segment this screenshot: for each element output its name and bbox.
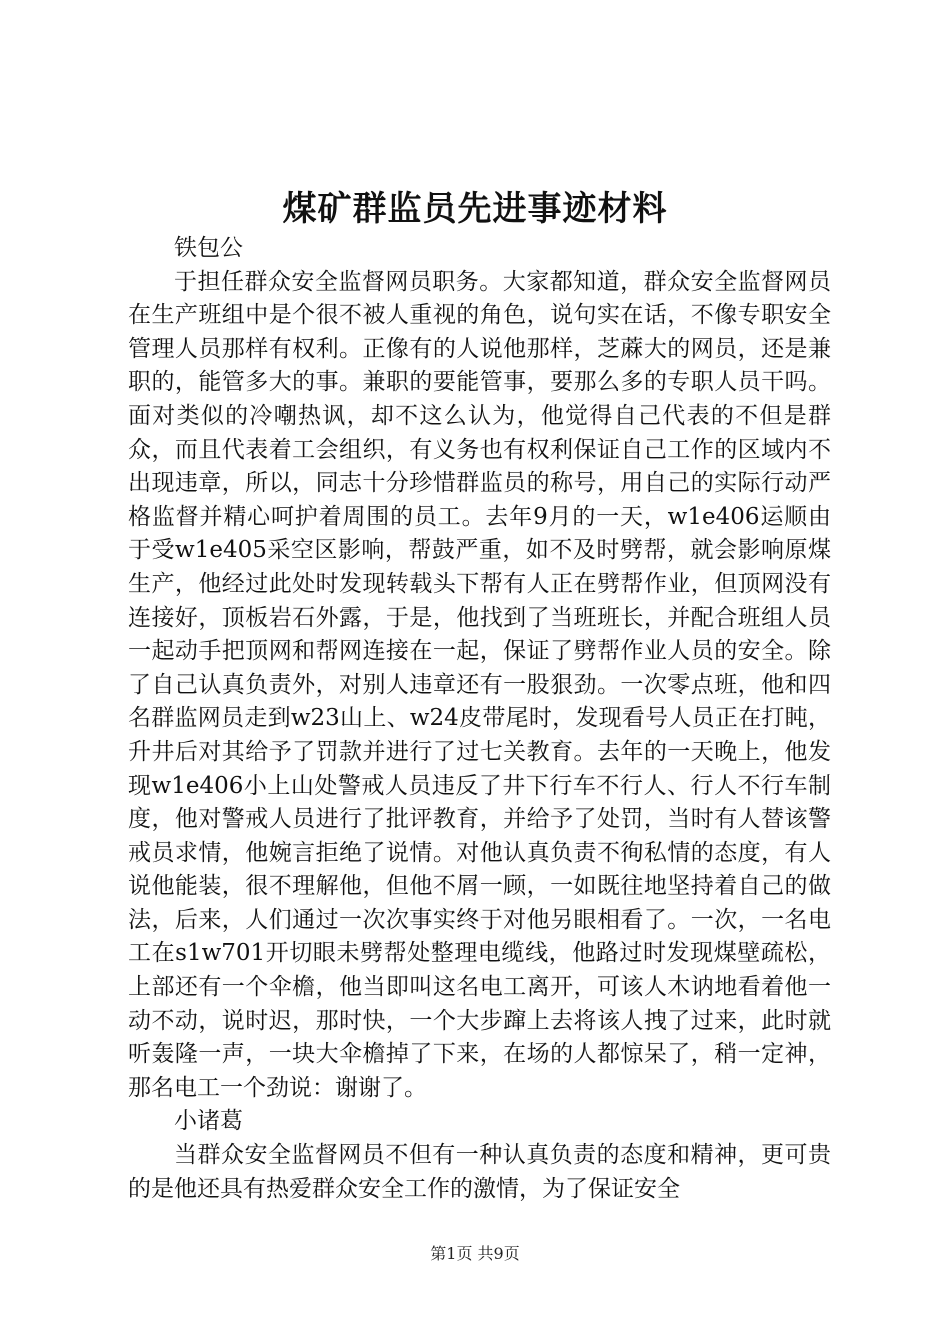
body-paragraph: 于担任群众安全监督网员职务。大家都知道，群众安全监督网员在生产班组中是个很不被人重视的角色，说句实在话，不像专职安全管理人员那样有权利。正像有的人说他那样，芝蔴大的网员，还是兼职的，能管多大的事。兼职的要能管事，要那么多的专职人员干吗。面对类似的冷嘲热讽，却不这么认为，他觉得自己代表的不但是群众，而且代表着工会组织，有义务也有权利保证自己工作的区域内不出现违章，所以，同志十分珍惜群监员的称号，用自己的实际行动严格监督并精心呵护着周围的员工。去年9月的一天，w1e406运顺由于受w1e405采空区影响，帮鼓严重，如不及时劈帮，就会影响原煤生产，他经过此处时发现转载头下帮有人正在劈帮作业，但顶网没有连接好，顶板岩石外露，于是，他找到了当班班长，并配合班组人员一起动手把顶网和帮网连接在一起，保证了劈帮作业人员的安全。除了自己认真负责外，对别人违章还有一股狠劲。一次零点班，他和四名群监网员走到w23山上、w24皮带尾时，发现看号人员正在打盹，升井后对其给予了罚款并进行了过七关教育。去年的一天晚上，他发现w1e406小上山处警戒人员违反了井下行车不行人、行人不行车制度，他对警戒人员进行了批评教育，并给予了处罚，当时有人替该警戒员求情，他婉言拒绝了说情。对他认真负责不徇私情的态度，有人说他能装，很不理解他，但他不屑一顾，一如既往地坚持着自己的做法，后来，人们通过一次次事实终于对他另眼相看了。一次，一名电工在s1w701开切眼未劈帮处整理电缆线，他路过时发现煤壁疏松，上部还有一个伞檐，他当即叫这名电工离开，可该人木讷地看着他一动不动，说时迟，那时快，一个大步蹿上去将该人拽了过来，此时就听轰隆一声，一块大伞檐掉了下来，在场的人都惊呆了，稍一定神，那名电工一个劲说：谢谢了。 [128,268,831,1101]
document-title: 煤矿群监员先进事迹材料 [282,189,668,229]
document-body [128,232,831,1206]
body-paragraph: 当群众安全监督网员不但有一种认真负责的态度和精神，更可贵的是他还具有热爱群众安全工作的激情，为了保证安全 [128,1142,831,1202]
section-heading-xiaozhuge: 小诸葛 [174,1108,243,1135]
section-heading-tiebaogong: 铁包公 [174,235,243,261]
page-number-footer: 第1页 共9页 [430,1244,520,1263]
